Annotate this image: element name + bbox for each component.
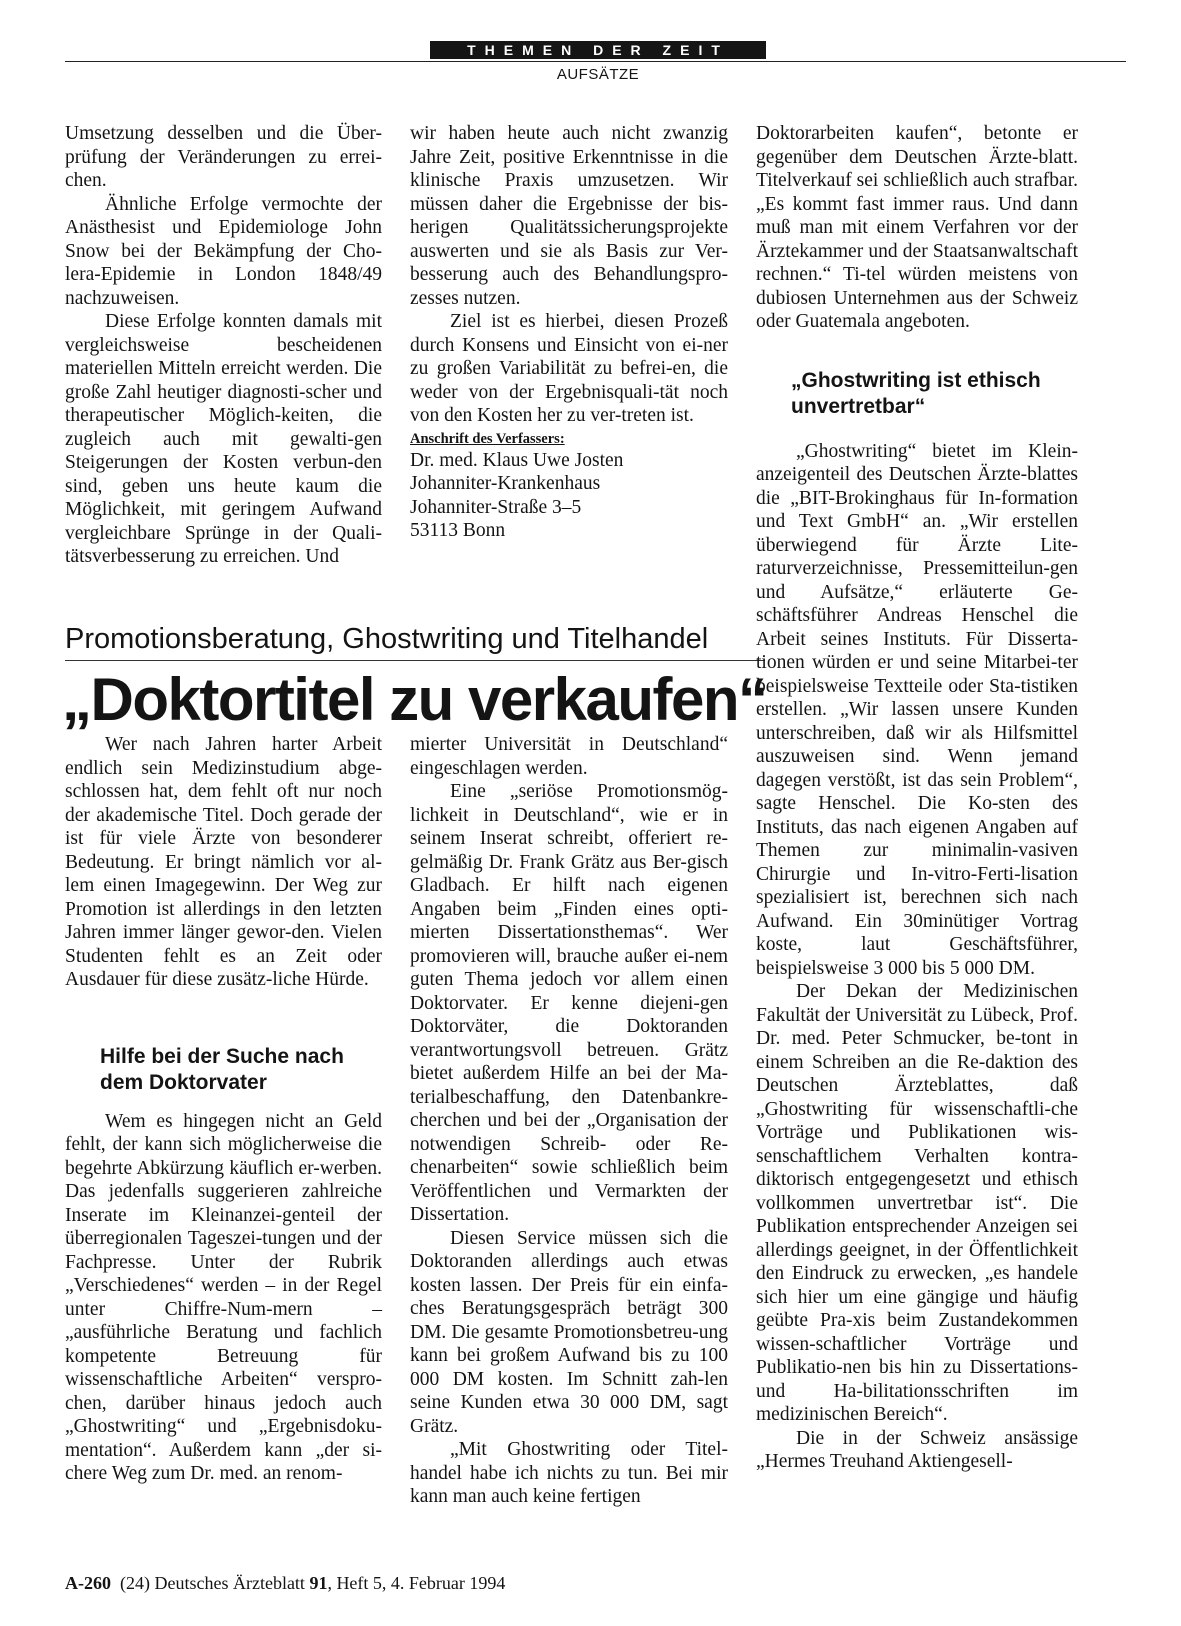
subheading: „Ghostwriting ist ethisch unvertretbar“	[791, 368, 1041, 418]
paragraph: „Mit Ghostwriting oder Titel-handel habe ich nichts zu tun. Bei mir kann man auch keine fertigen	[410, 1439, 728, 1507]
page-footer	[65, 1573, 505, 1594]
article-kicker: Promotionsberatung, Ghostwriting und Titelhandel	[65, 623, 709, 655]
paragraph: Umsetzung desselben und die Über-prüfung der Veränderungen zu errei-chen.	[65, 123, 382, 191]
author-address-line: 53113 Bonn	[410, 520, 506, 541]
author-address-label: Anschrift des Verfassers:	[410, 430, 565, 447]
journal-name: (24) Deutsches Ärzteblatt	[120, 1573, 305, 1593]
paragraph: Die in der Schweiz ansässige „Hermes Treuhand Aktiengesell-	[756, 1427, 1078, 1472]
article-column-3	[756, 122, 1078, 1474]
paragraph: „Ghostwriting“ bietet im Klein-anzeigenteil des Deutschen Ärzte-blattes die „BIT-Brokinghaus für In-formation und Text GmbH“ an. „Wir erstellen überwiegend für Ärzte Lite-raturverzeichnisse, Pressemitteilun-gen und Aufsätze,“ erläuterte Ge-schäftsführer Andreas Henschel die Arbeit seines Instituts. Für Disserta-tionen würden er und seine Mitarbei-ter beispielsweise Textteile oder Sta-tistiken erstellen. „Wir lassen unsere Kunden unterschreiben, daß wir als Hilfsmittel auszuweisen sind. Wenn jemand dagegen verstößt, ist das sein Problem“, sagte Henschel. Die Ko-sten des Instituts, das nach eigenen Angaben auf Themen zur minimalin-vasiven Chirurgie und In-vitro-Ferti-lisation spezialisiert ist, berechnen sich nach Aufwand. Ein 30minütiger Vortrag koste, laut Geschäftsführer, beispielsweise 3 000 bis 5 000 DM.	[756, 440, 1078, 979]
author-address-line: Dr. med. Klaus Uwe Josten	[410, 449, 624, 471]
page-number: A-260	[65, 1573, 111, 1593]
section-label: AUFSÄTZE	[556, 66, 640, 83]
author-address-line: Johanniter-Krankenhaus	[410, 473, 601, 494]
author-address-line: Johanniter-Straße 3–5	[410, 496, 582, 518]
paragraph: Ähnliche Erfolge vermochte der Anästhesist und Epidemiologe John Snow bei der Bekämpfung der Cho-lera-Epidemie in London 1848/49 nachzuweisen.	[65, 193, 382, 309]
prev-article-column-1	[65, 122, 382, 569]
paragraph: Eine „seriöse Promotionsmög-lichkeit in Deutschland“, wie er in seinem Inserat schreibt, offeriert re-gelmäßig Dr. Frank Grätz aus Ber-gisch Gladbach. Er hilft nach eigenen Angaben beim „Finden eines opti-mierten Dissertationsthemas“. Wer promovieren will, brauche außer ei-nem guten Thema jedoch vor allem einen Doktorvater. Er kenne diejeni-gen Doktorväter, die Doktoranden verantwortungsvoll betreuen. Grätz bietet außerdem Hilfe an bei der Ma-terialbeschaffung, den Datenbankre-cherchen und bei der „Organisation der notwendigen Schreib- oder Re-chenarbeiten“ sowie schließlich beim Veröffentlichen und Vermarkten der Dissertation.	[410, 781, 728, 1225]
paragraph: Wem es hingegen nicht an Geld fehlt, der kann sich möglicherweise die begehrte Abkürzung käuflich er-werben. Das jedenfalls suggerieren zahlreiche Inserate im Kleinanzei-genteil der überregionalen Tageszei-tungen und der Fachpresse. Unter der Rubrik „Verschiedenes“ werden – in der Regel unter Chiffre-Num-mern – „ausführliche Beratung und fachlich kompetente Betreuung für wissenschaftliche Arbeiten“ verspro-chen, darüber hinaus jedoch auch „Ghostwriting“ und „Ergebnisdoku-mentation“. Außerdem kann „der si-chere Weg zum Dr. med. an renom-	[65, 1110, 382, 1484]
prev-article-column-2	[410, 122, 728, 543]
volume-number: 91	[309, 1573, 328, 1593]
subheading: Hilfe bei der Suche nach dem Doktorvater	[100, 1044, 344, 1094]
paragraph: Wer nach Jahren harter Arbeit endlich sein Medizinstudium abge-schlossen hat, dem fehlt oft nur noch der akademische Titel. Doch gerade der ist für viele Ärzte von besonderer Bedeutung. Er bringt nämlich vor al-lem einen Imagegewinn. Der Weg zur Promotion ist allerdings in den letzten Jahren immer länger gewor-den. Vielen Studenten fehlt es an Zeit oder Ausdauer für diese zusätz-liche Hürde.	[65, 734, 382, 990]
article-column-1	[65, 733, 382, 1486]
article-headline: „Doktortitel zu verkaufen“	[62, 666, 767, 733]
paragraph: Diese Erfolge konnten damals mit vergleichsweise bescheidenen materiellen Mitteln erreicht werden. Die große Zahl heutiger diagnosti-scher und therapeutischer Möglich-keiten, die zugleich auch mit gewalti-gen Steigerungen der Kosten verbun-den sind, geben uns heute kaum die Möglichkeit, mit geringem Aufwand vergleichbare Sprünge in der Quali-tätsverbesserung zu erreichen. Und	[65, 311, 382, 567]
header-rule	[65, 61, 1126, 62]
paragraph: Der Dekan der Medizinischen Fakultät der Universität zu Lübeck, Prof. Dr. med. Peter Schmucker, be-tont in einem Schreiben an die Re-daktion des Deutschen Ärzteblattes, daß „Ghostwriting für wissenschaftli-che Vorträge und Publikationen wis-senschaftlichem Verhalten kontra-diktorisch entgegengesetzt und ethisch vollkommen unvertretbar ist“. Die Publikation entsprechender Anzeigen sei allerdings geeignet, in der Öffentlichkeit den Eindruck zu erwecken, „es handele sich hier um eine gängige und häufig geübte Pra-xis beim Zustandekommen wissen-schaftlicher Vorträge und Publikatio-nen bis hin zu Dissertations- und Ha-bilitationsschriften im medizinischen Bereich“.	[756, 981, 1078, 1425]
paragraph: Diesen Service müssen sich die Doktoranden allerdings auch etwas kosten lassen. Der Preis für ein einfa-ches Beratungsgespräch beträgt 300 DM. Die gesamte Promotionsbetreu-ung kann bei großem Aufwand bis zu 100 000 DM kosten. Im Schnitt zah-len seine Kunden etwa 30 000 DM, sagt Grätz.	[410, 1227, 728, 1437]
article-column-2	[410, 733, 728, 1509]
paragraph: Doktorarbeiten kaufen“, betonte er gegenüber dem Deutschen Ärzte-blatt. Titelverkauf sei schließlich auch strafbar. „Es kommt fast immer raus. Und dann muß man mit einem Verfahren vor der Ärztekammer und der Staatsanwaltschaft rechnen.“ Ti-tel würden meistens von dubiosen Unternehmen aus der Schweiz oder Guatemala angeboten.	[756, 123, 1078, 332]
kicker-rule	[65, 660, 765, 661]
section-band: THEMEN DER ZEIT	[430, 41, 766, 59]
issue-info: , Heft 5, 4. Februar 1994	[327, 1573, 506, 1593]
paragraph: wir haben heute auch nicht zwanzig Jahre Zeit, positive Erkenntnisse in die klinische Praxis umzusetzen. Wir müssen daher die Ergebnisse der bis-herigen Qualitätssicherungsprojekte auswerten und sie als Basis zur Ver-besserung auch des Behandlungspro-zesses nutzen.	[410, 123, 728, 309]
paragraph: Ziel ist es hierbei, diesen Prozeß durch Konsens und Einsicht von ei-ner zu großen Variabilität zu befrei-en, die weder von der Ergebnisquali-tät noch von den Kosten her zu ver-treten ist.	[410, 311, 728, 426]
paragraph: mierter Universität in Deutschland“ eingeschlagen werden.	[410, 734, 728, 779]
